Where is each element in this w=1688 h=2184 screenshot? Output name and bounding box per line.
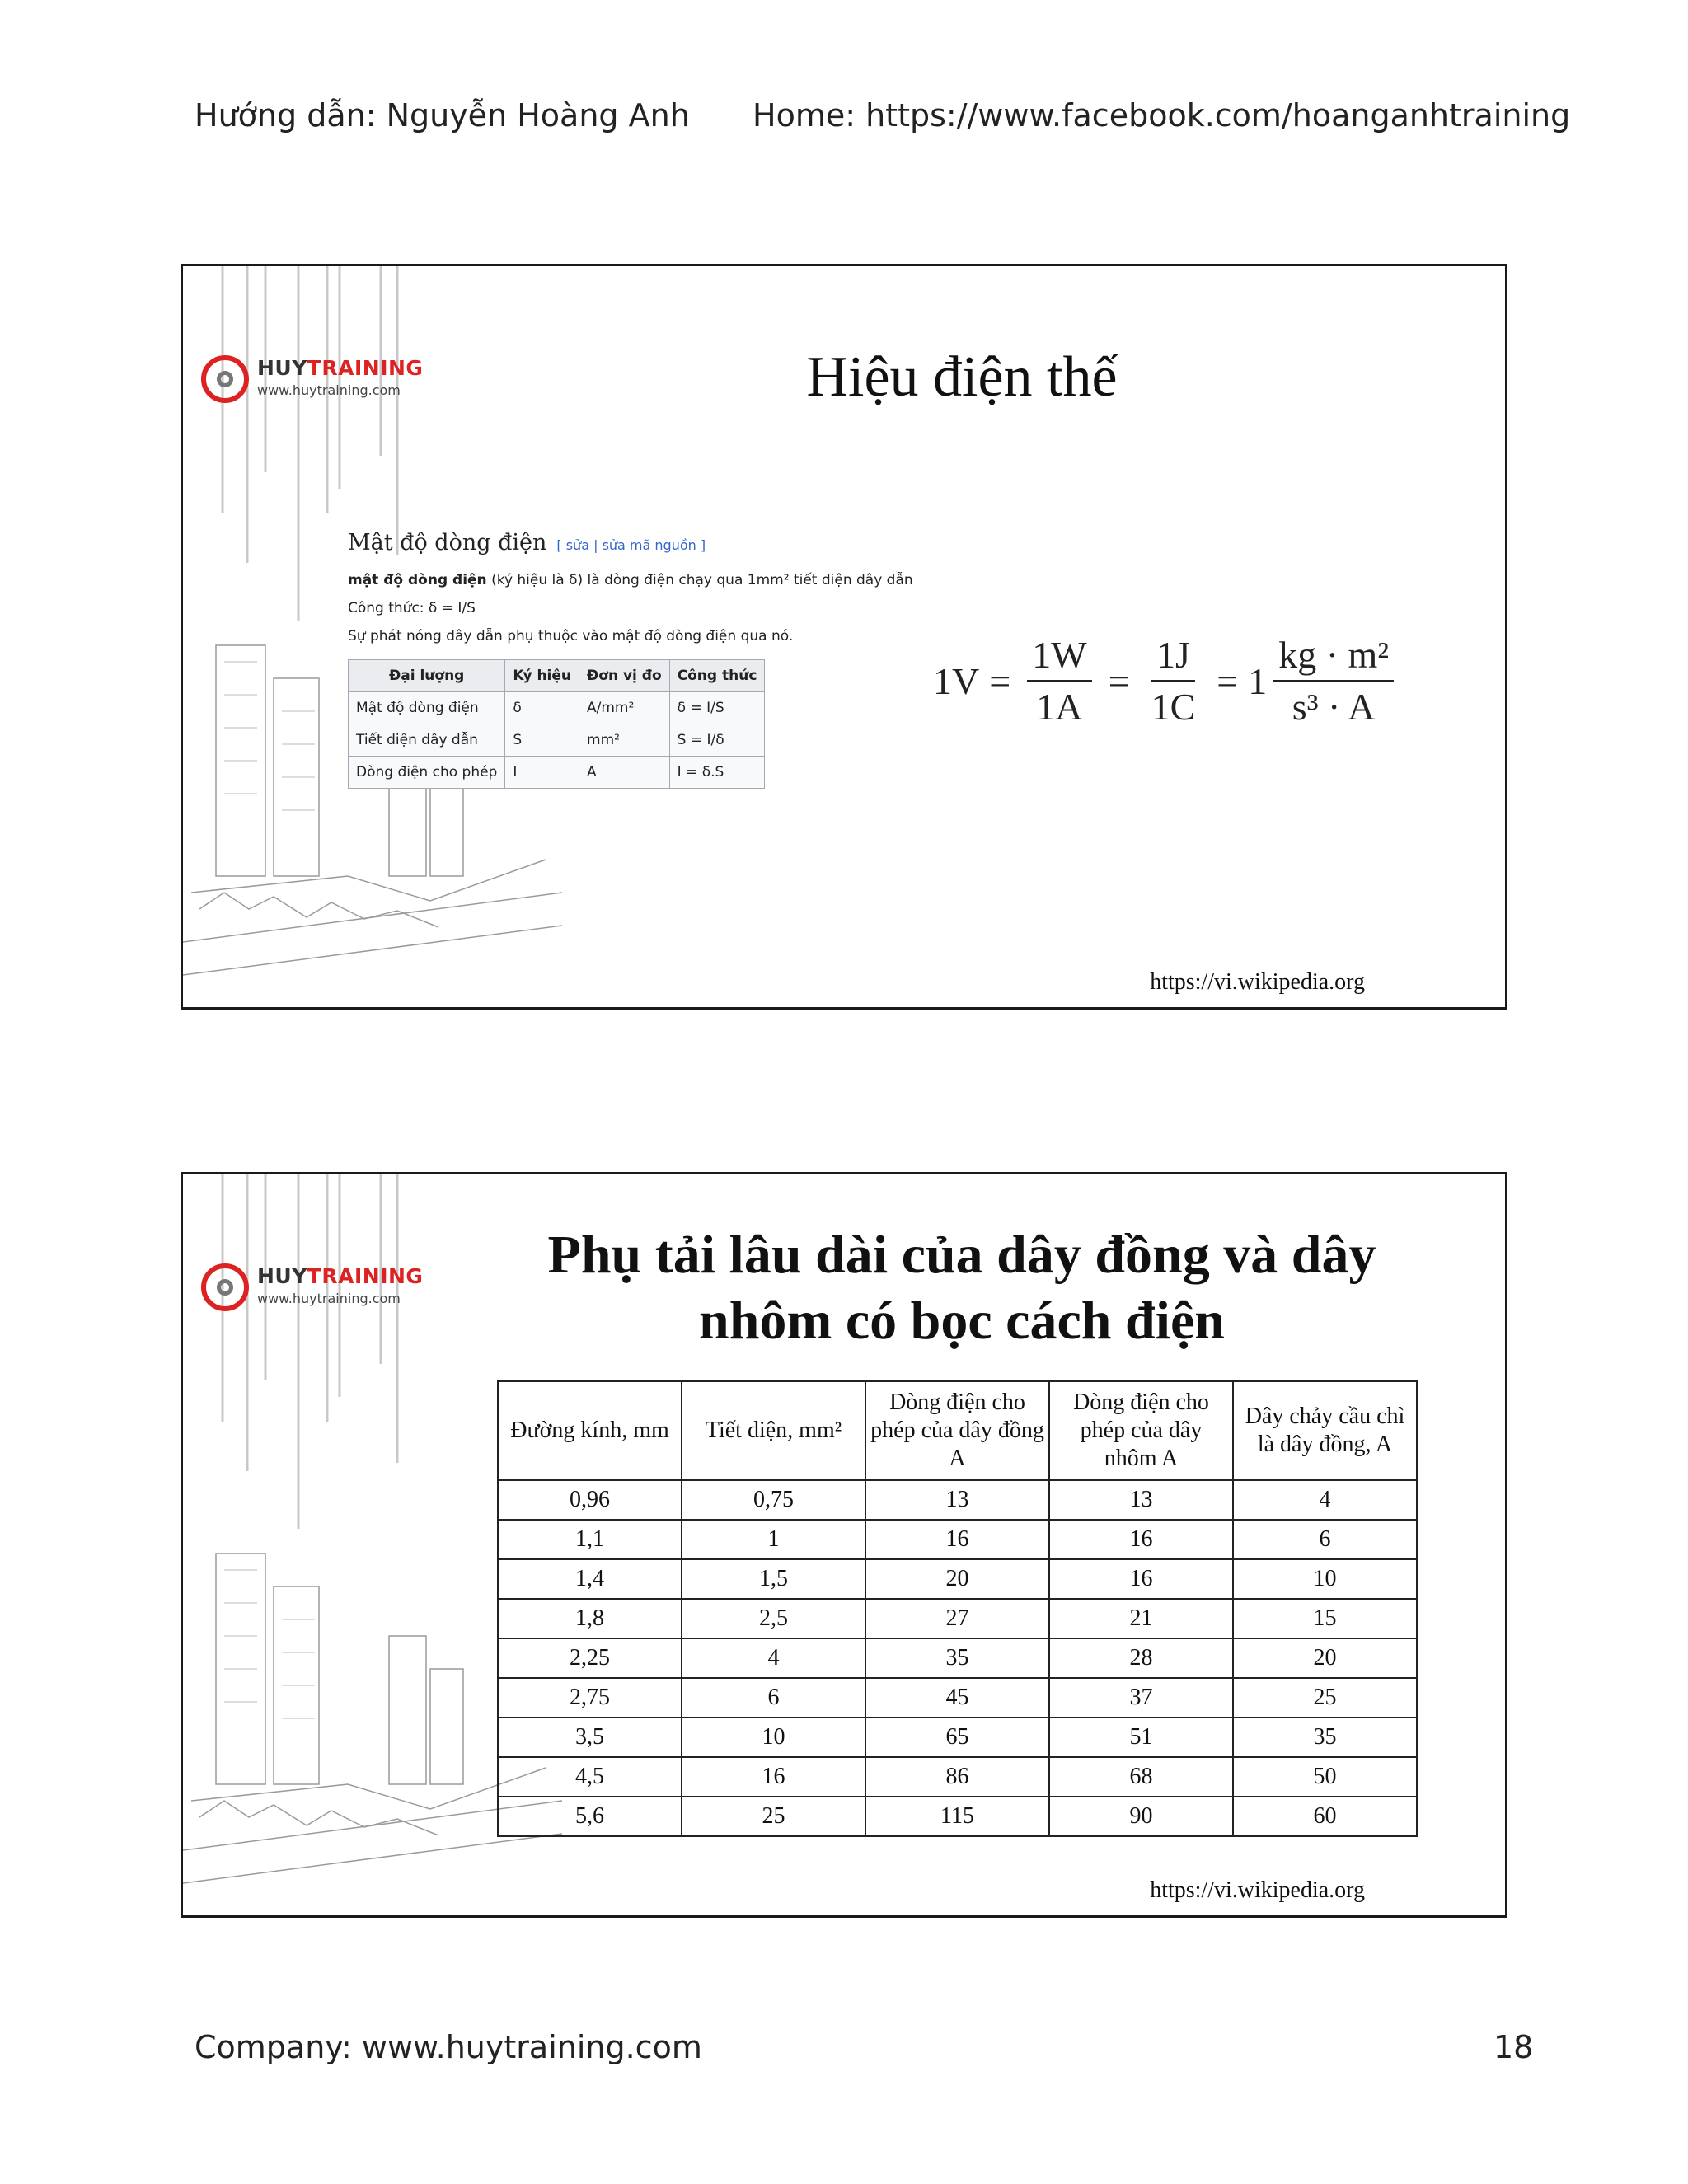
wiki-row: Dòng điện cho phép I A I = δ.S xyxy=(349,757,765,789)
table-row: 2,25 4 35 28 20 xyxy=(498,1638,1417,1678)
header-guide: Hướng dẫn: Nguyễn Hoàng Anh xyxy=(195,97,690,134)
capacity-table xyxy=(497,1380,1418,1837)
huytraining-logo: HUYTRAINING www.huytraining.com xyxy=(201,1259,432,1325)
wiki-definition: mật độ dòng điện (ký hiệu là δ) là dòng điện chạy qua 1mm² tiết diện dây dẫn xyxy=(348,572,913,588)
slide-title: Phụ tải lâu dài của dây đồng và dây nhôm có bọc cách điện xyxy=(547,1225,1376,1351)
source-link[interactable]: https://vi.wikipedia.org xyxy=(1150,1877,1365,1903)
wiki-col-header: Công thức xyxy=(669,660,765,692)
wiki-row: Mật độ dòng điện δ A/mm² δ = I/S xyxy=(349,692,765,724)
wiki-edit-links[interactable]: [ sửa | sửa mã nguồn ] xyxy=(556,537,706,553)
volt-formula: 1V = $\frac{1W}{1A}$ = $\frac{1J}{1C}$ = 1 $\frac{\text{kg · m²}}{\text{s³ · A}}$ xyxy=(933,633,1400,729)
footer-company: Company: www.huytraining.com xyxy=(195,2029,702,2065)
wiki-heading: Mật độ dòng điện [ sửa | sửa mã nguồn ] xyxy=(348,530,941,560)
wiki-col-header: Đơn vị đo xyxy=(579,660,670,692)
table-col-header: Dòng điện cho phép của dây nhôm A xyxy=(1049,1381,1233,1480)
huytraining-logo: HUYTRAINING www.huytraining.com xyxy=(201,351,432,417)
wiki-excerpt xyxy=(348,530,941,789)
table-row: 1,4 1,5 20 16 10 xyxy=(498,1559,1417,1599)
wiki-formula-line: Công thức: δ = I/S xyxy=(348,600,476,616)
table-row: 1,1 1 16 16 6 xyxy=(498,1520,1417,1559)
slide-current-capacity xyxy=(181,1172,1507,1918)
table-col-header: Dòng điện cho phép của dây đồng A xyxy=(865,1381,1049,1480)
table-row: 2,75 6 45 37 25 xyxy=(498,1678,1417,1718)
page-number: 18 xyxy=(1493,2029,1534,2065)
table-row: 5,6 25 115 90 60 xyxy=(498,1797,1417,1836)
slide-title: Hiệu điện thế xyxy=(806,345,1118,409)
table-col-header: Dây chảy cầu chì là dây đồng, A xyxy=(1233,1381,1417,1480)
table-row: 1,8 2,5 27 21 15 xyxy=(498,1599,1417,1638)
header-home-link[interactable]: Home: https://www.facebook.com/hoanganhtraining xyxy=(753,97,1571,134)
table-col-header: Đường kính, mm xyxy=(498,1381,682,1480)
wiki-table xyxy=(348,659,765,789)
wiki-row: Tiết diện dây dẫn S mm² S = I/δ xyxy=(349,724,765,757)
wiki-col-header: Ký hiệu xyxy=(505,660,579,692)
wiki-heating-line: Sự phát nóng dây dẫn phụ thuộc vào mật độ dòng điện qua nó. xyxy=(348,628,794,644)
wiki-col-header: Đại lượng xyxy=(349,660,505,692)
table-col-header: Tiết diện, mm² xyxy=(682,1381,865,1480)
source-link[interactable]: https://vi.wikipedia.org xyxy=(1150,969,1365,995)
table-row: 4,5 16 86 68 50 xyxy=(498,1757,1417,1797)
table-row: 3,5 10 65 51 35 xyxy=(498,1718,1417,1757)
table-row: 0,96 0,75 13 13 4 xyxy=(498,1480,1417,1520)
slide-voltage xyxy=(181,264,1507,1010)
